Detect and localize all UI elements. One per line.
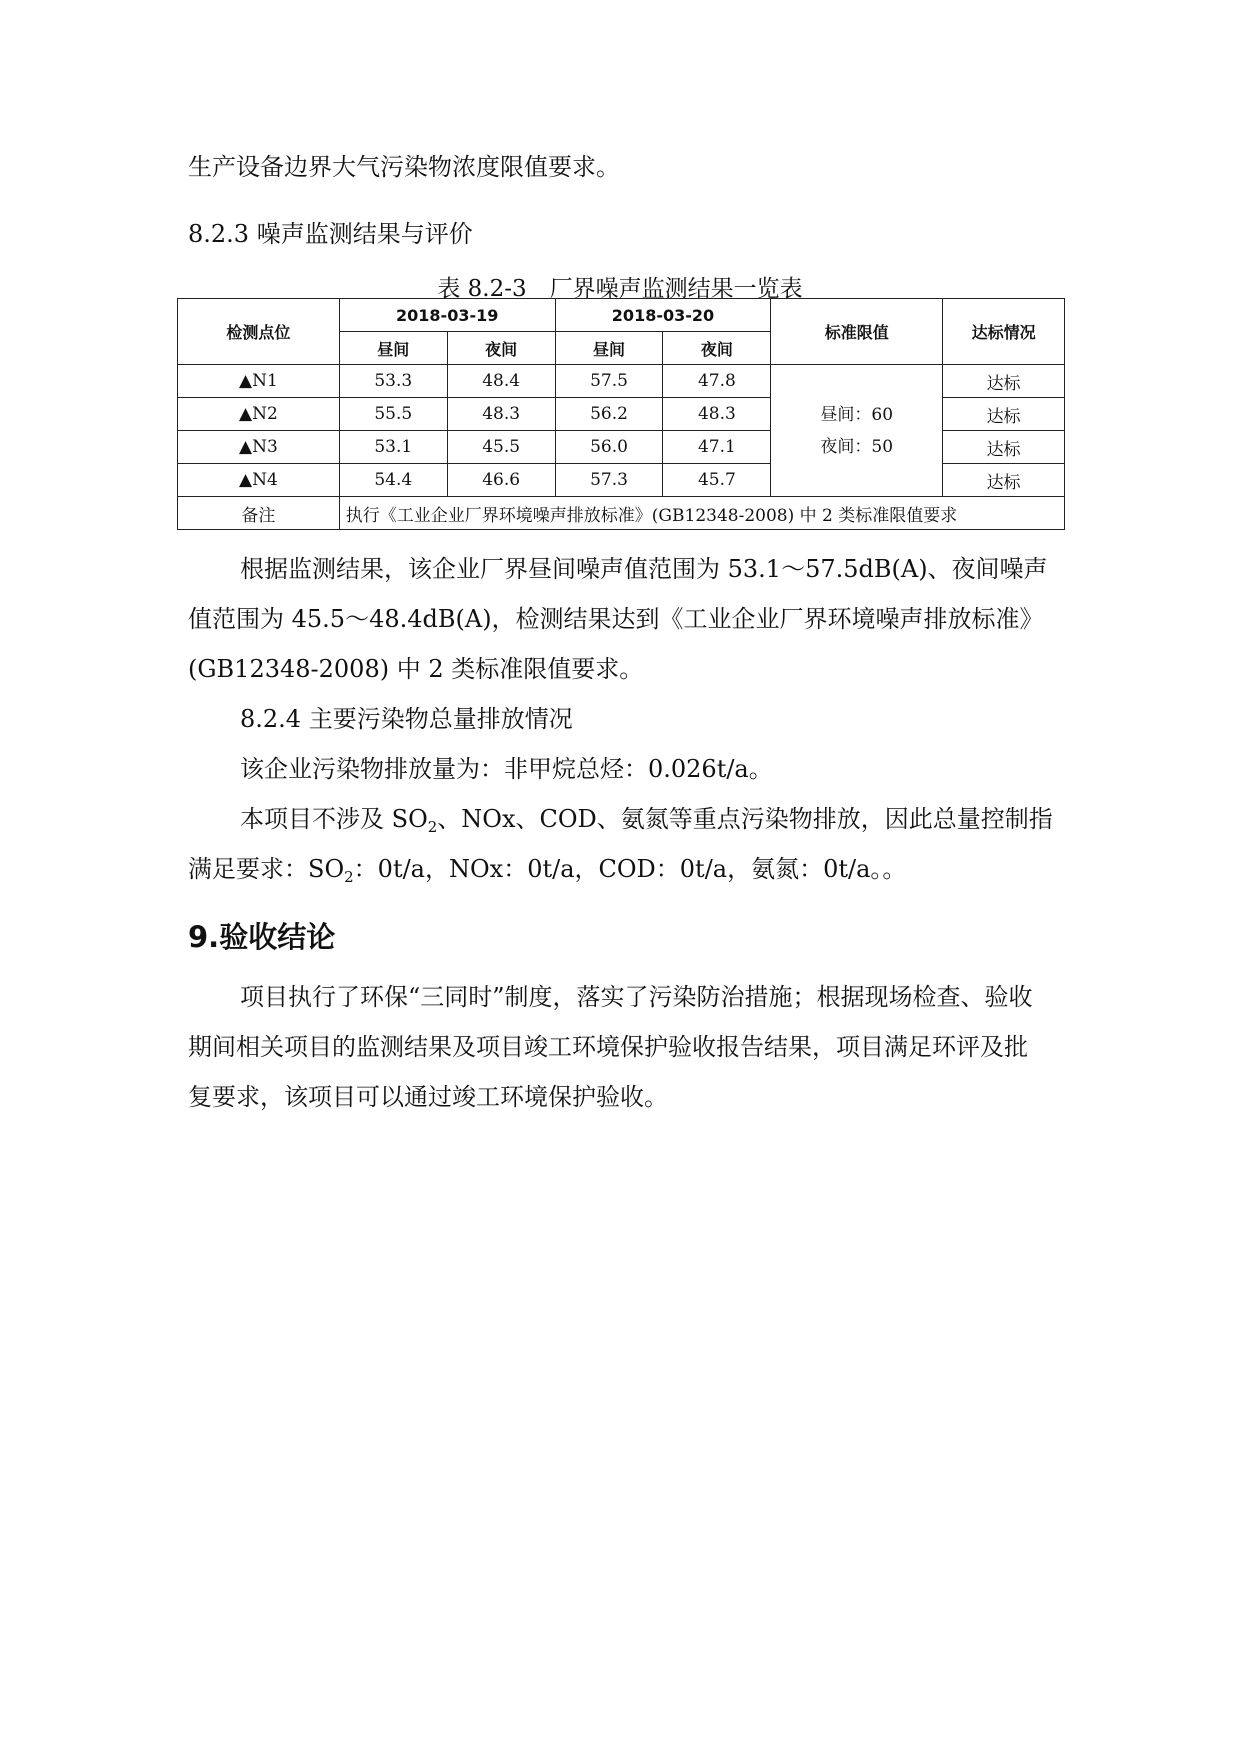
limit-night: 夜间：50 (820, 436, 894, 457)
paragraph-top: 生产设备边界大气污染物浓度限值要求。 (188, 153, 620, 181)
result-line-2: 值范围为 45.5～48.4dB(A)，检测结果达到《工业企业厂界环境噪声排放标准》 (188, 605, 1044, 633)
cell-value: 48.4 (447, 365, 555, 398)
cell-status: 达标 (943, 398, 1065, 431)
cell-value: 45.5 (447, 431, 555, 464)
emission-line: 该企业污染物排放量为：非甲烷总烃：0.026t/a。 (240, 755, 773, 783)
so2-line-2 (188, 855, 1060, 886)
cell-value: 45.7 (663, 464, 771, 497)
conclusion-line-1: 项目执行了环保“三同时”制度，落实了污染防治措施；根据现场检查、验收 (240, 983, 1033, 1011)
header-date-2: 2018-03-20 (555, 299, 771, 332)
noise-results-table (177, 298, 1065, 530)
cell-status: 达标 (943, 431, 1065, 464)
cell-value: 55.5 (339, 398, 447, 431)
cell-value: 47.1 (663, 431, 771, 464)
cell-value: 53.3 (339, 365, 447, 398)
cell-value: 53.1 (339, 431, 447, 464)
result-line-3: (GB12348-2008) 中 2 类标准限值要求。 (188, 655, 644, 683)
cell-value: 46.6 (447, 464, 555, 497)
so2-line-1-a: 本项目不涉及 SO (240, 805, 428, 833)
section-heading-823: 8.2.3 噪声监测结果与评价 (188, 220, 473, 248)
header-limit: 标准限值 (771, 299, 943, 365)
cell-point: ▲N1 (178, 365, 340, 398)
cell-limit (771, 365, 943, 497)
table-note-row (178, 497, 1065, 530)
header-night: 夜间 (447, 332, 555, 365)
cell-point: ▲N4 (178, 464, 340, 497)
section-heading-9: 9.验收结论 (188, 920, 336, 954)
so2-line-1 (240, 805, 1112, 836)
cell-value: 48.3 (447, 398, 555, 431)
conclusion-line-2: 期间相关项目的监测结果及项目竣工环境保护验收报告结果，项目满足环评及批 (188, 1033, 1028, 1061)
header-day: 昼间 (339, 332, 447, 365)
cell-value: 56.0 (555, 431, 663, 464)
cell-value: 57.3 (555, 464, 663, 497)
limit-day: 昼间：60 (820, 404, 894, 425)
header-night: 夜间 (663, 332, 771, 365)
cell-point: ▲N3 (178, 431, 340, 464)
so2-line-2-b: ：0t/a，NOx：0t/a，COD：0t/a，氨氮：0t/a。。 (353, 855, 907, 883)
header-day: 昼间 (555, 332, 663, 365)
note-text: 执行《工业企业厂界环境噪声排放标准》(GB12348-2008) 中 2 类标准限值要求 (339, 497, 1064, 530)
cell-value: 54.4 (339, 464, 447, 497)
cell-value: 57.5 (555, 365, 663, 398)
cell-point: ▲N2 (178, 398, 340, 431)
header-date-1: 2018-03-19 (339, 299, 555, 332)
section-heading-824: 8.2.4 主要污染物总量排放情况 (240, 705, 573, 733)
note-label: 备注 (178, 497, 340, 530)
conclusion-line-3: 复要求，该项目可以通过竣工环境保护验收。 (188, 1083, 668, 1111)
cell-value: 47.8 (663, 365, 771, 398)
table-row (178, 365, 1065, 398)
table-header-row (178, 299, 1065, 332)
subscript-2: 2 (427, 818, 438, 836)
so2-line-2-a: 满足要求：SO (188, 855, 345, 883)
result-line-1: 根据监测结果，该企业厂界昼间噪声值范围为 53.1～57.5dB(A)、夜间噪声 (240, 555, 1048, 583)
table-caption: 表 8.2-3 厂界噪声监测结果一览表 (437, 276, 803, 302)
so2-line-1-b: 、NOx、COD、氨氮等重点污染物排放，因此总量控制指 (437, 805, 1053, 833)
header-status: 达标情况 (943, 299, 1065, 365)
cell-value: 56.2 (555, 398, 663, 431)
cell-value: 48.3 (663, 398, 771, 431)
cell-status: 达标 (943, 464, 1065, 497)
subscript-2: 2 (344, 868, 354, 886)
cell-status: 达标 (943, 365, 1065, 398)
header-point: 检测点位 (178, 299, 340, 365)
